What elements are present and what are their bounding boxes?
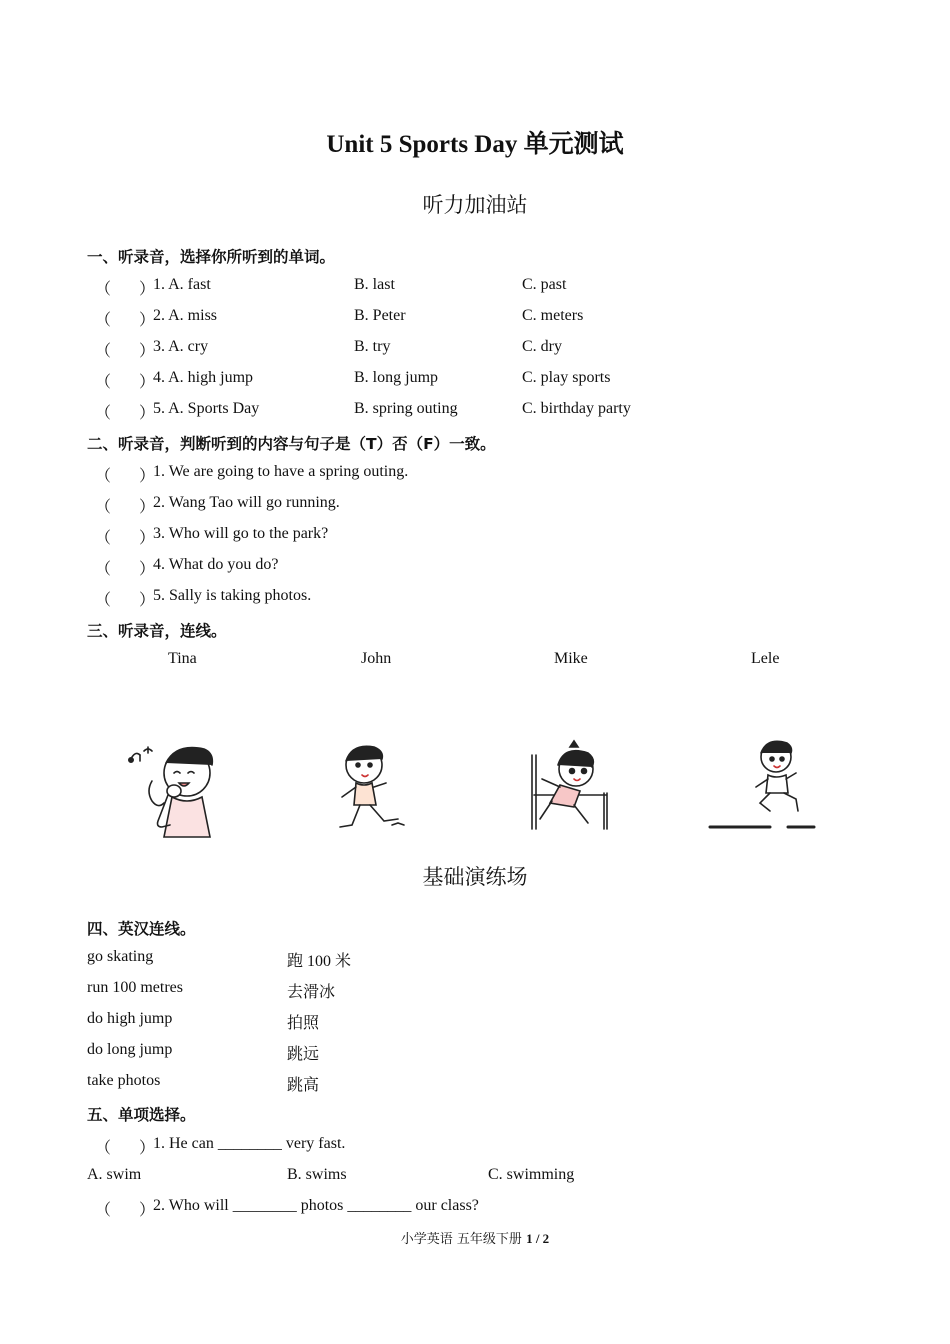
zh-term: 拍照 <box>287 1015 320 1032</box>
en-term: take photos <box>87 1072 161 1089</box>
en-term: do high jump <box>87 1010 173 1027</box>
option-b: B. spring outing <box>354 400 458 417</box>
name-john: John <box>361 650 392 667</box>
zh-term: 跳高 <box>287 1077 320 1094</box>
page-number: 1 / 2 <box>526 1231 550 1246</box>
long-jump-child-illustration <box>706 735 818 839</box>
section-listening-heading: 听力加油站 <box>422 193 528 217</box>
answer-paren-right: ） <box>139 530 156 547</box>
answer-paren-right: ） <box>139 592 156 609</box>
q4-heading: 四、英汉连线。 <box>87 920 196 938</box>
answer-paren-left: （ <box>95 343 112 360</box>
question-text: 1. He can ________ very fast. <box>153 1135 346 1152</box>
name-lele: Lele <box>751 650 780 667</box>
answer-paren-right: ） <box>139 281 156 298</box>
question-text: 2. Who will ________ photos ________ our class? <box>153 1197 479 1214</box>
answer-paren-right: ） <box>139 499 156 516</box>
running-child-illustration <box>318 735 430 839</box>
answer-paren-left: （ <box>95 312 112 329</box>
answer-paren-right: ） <box>139 405 156 422</box>
section-basics-heading: 基础演练场 <box>422 865 528 889</box>
statement-text: 2. Wang Tao will go running. <box>153 494 340 511</box>
zh-term: 跑 100 米 <box>287 953 352 970</box>
answer-paren-right: ） <box>139 1202 156 1219</box>
answer-paren-right: ） <box>139 561 156 578</box>
answer-paren-right: ） <box>139 468 156 485</box>
statement-text: 4. What do you do? <box>153 556 279 573</box>
answer-paren-left: （ <box>95 499 112 516</box>
high-jump-child-illustration <box>512 735 624 839</box>
zh-term: 去滑冰 <box>287 984 336 1001</box>
choice-a: A. swim <box>87 1166 142 1183</box>
option-b: B. Peter <box>354 307 406 324</box>
statement-text: 3. Who will go to the park? <box>153 525 329 542</box>
name-tina: Tina <box>168 650 197 667</box>
page-title: Unit 5 Sports Day 单元测试 <box>326 131 624 158</box>
option-b: B. try <box>354 338 391 355</box>
option-b: B. last <box>354 276 395 293</box>
en-term: go skating <box>87 948 154 965</box>
en-term: run 100 metres <box>87 979 183 996</box>
option-a: 4. A. high jump <box>153 369 254 386</box>
option-a: 1. A. fast <box>153 276 211 293</box>
zh-term: 跳远 <box>287 1046 320 1063</box>
answer-paren-left: （ <box>95 281 112 298</box>
option-c: C. dry <box>522 338 562 355</box>
option-c: C. meters <box>522 307 584 324</box>
statement-text: 1. We are going to have a spring outing. <box>153 463 409 480</box>
answer-paren-right: ） <box>139 374 156 391</box>
option-c: C. birthday party <box>522 400 631 417</box>
q2-heading: 二、听录音，判断听到的内容与句子是（T）否（F）一致。 <box>87 435 496 453</box>
answer-paren-right: ） <box>139 312 156 329</box>
singing-child-illustration <box>124 735 236 839</box>
page-footer <box>0 1228 950 1247</box>
name-mike: Mike <box>554 650 588 667</box>
choice-b: B. swims <box>287 1166 347 1183</box>
answer-paren-right: ） <box>139 343 156 360</box>
answer-paren-left: （ <box>95 1140 112 1157</box>
option-a: 5. A. Sports Day <box>153 400 260 417</box>
answer-paren-left: （ <box>95 561 112 578</box>
q3-heading: 三、听录音，连线。 <box>87 622 227 640</box>
answer-paren-left: （ <box>95 374 112 391</box>
q5-heading: 五、单项选择。 <box>87 1106 196 1124</box>
q1-heading: 一、听录音，选择你所听到的单词。 <box>87 248 336 266</box>
option-a: 3. A. cry <box>153 338 209 355</box>
answer-paren-right: ） <box>139 1140 156 1157</box>
answer-paren-left: （ <box>95 405 112 422</box>
choice-c: C. swimming <box>488 1166 575 1183</box>
footer-text: 小学英语 五年级下册 <box>400 1232 527 1247</box>
answer-paren-left: （ <box>95 530 112 547</box>
en-term: do long jump <box>87 1041 173 1058</box>
option-b: B. long jump <box>354 369 439 386</box>
answer-paren-left: （ <box>95 1202 112 1219</box>
answer-paren-left: （ <box>95 592 112 609</box>
option-c: C. play sports <box>522 369 611 386</box>
option-c: C. past <box>522 276 567 293</box>
answer-paren-left: （ <box>95 468 112 485</box>
option-a: 2. A. miss <box>153 307 218 324</box>
statement-text: 5. Sally is taking photos. <box>153 587 312 604</box>
